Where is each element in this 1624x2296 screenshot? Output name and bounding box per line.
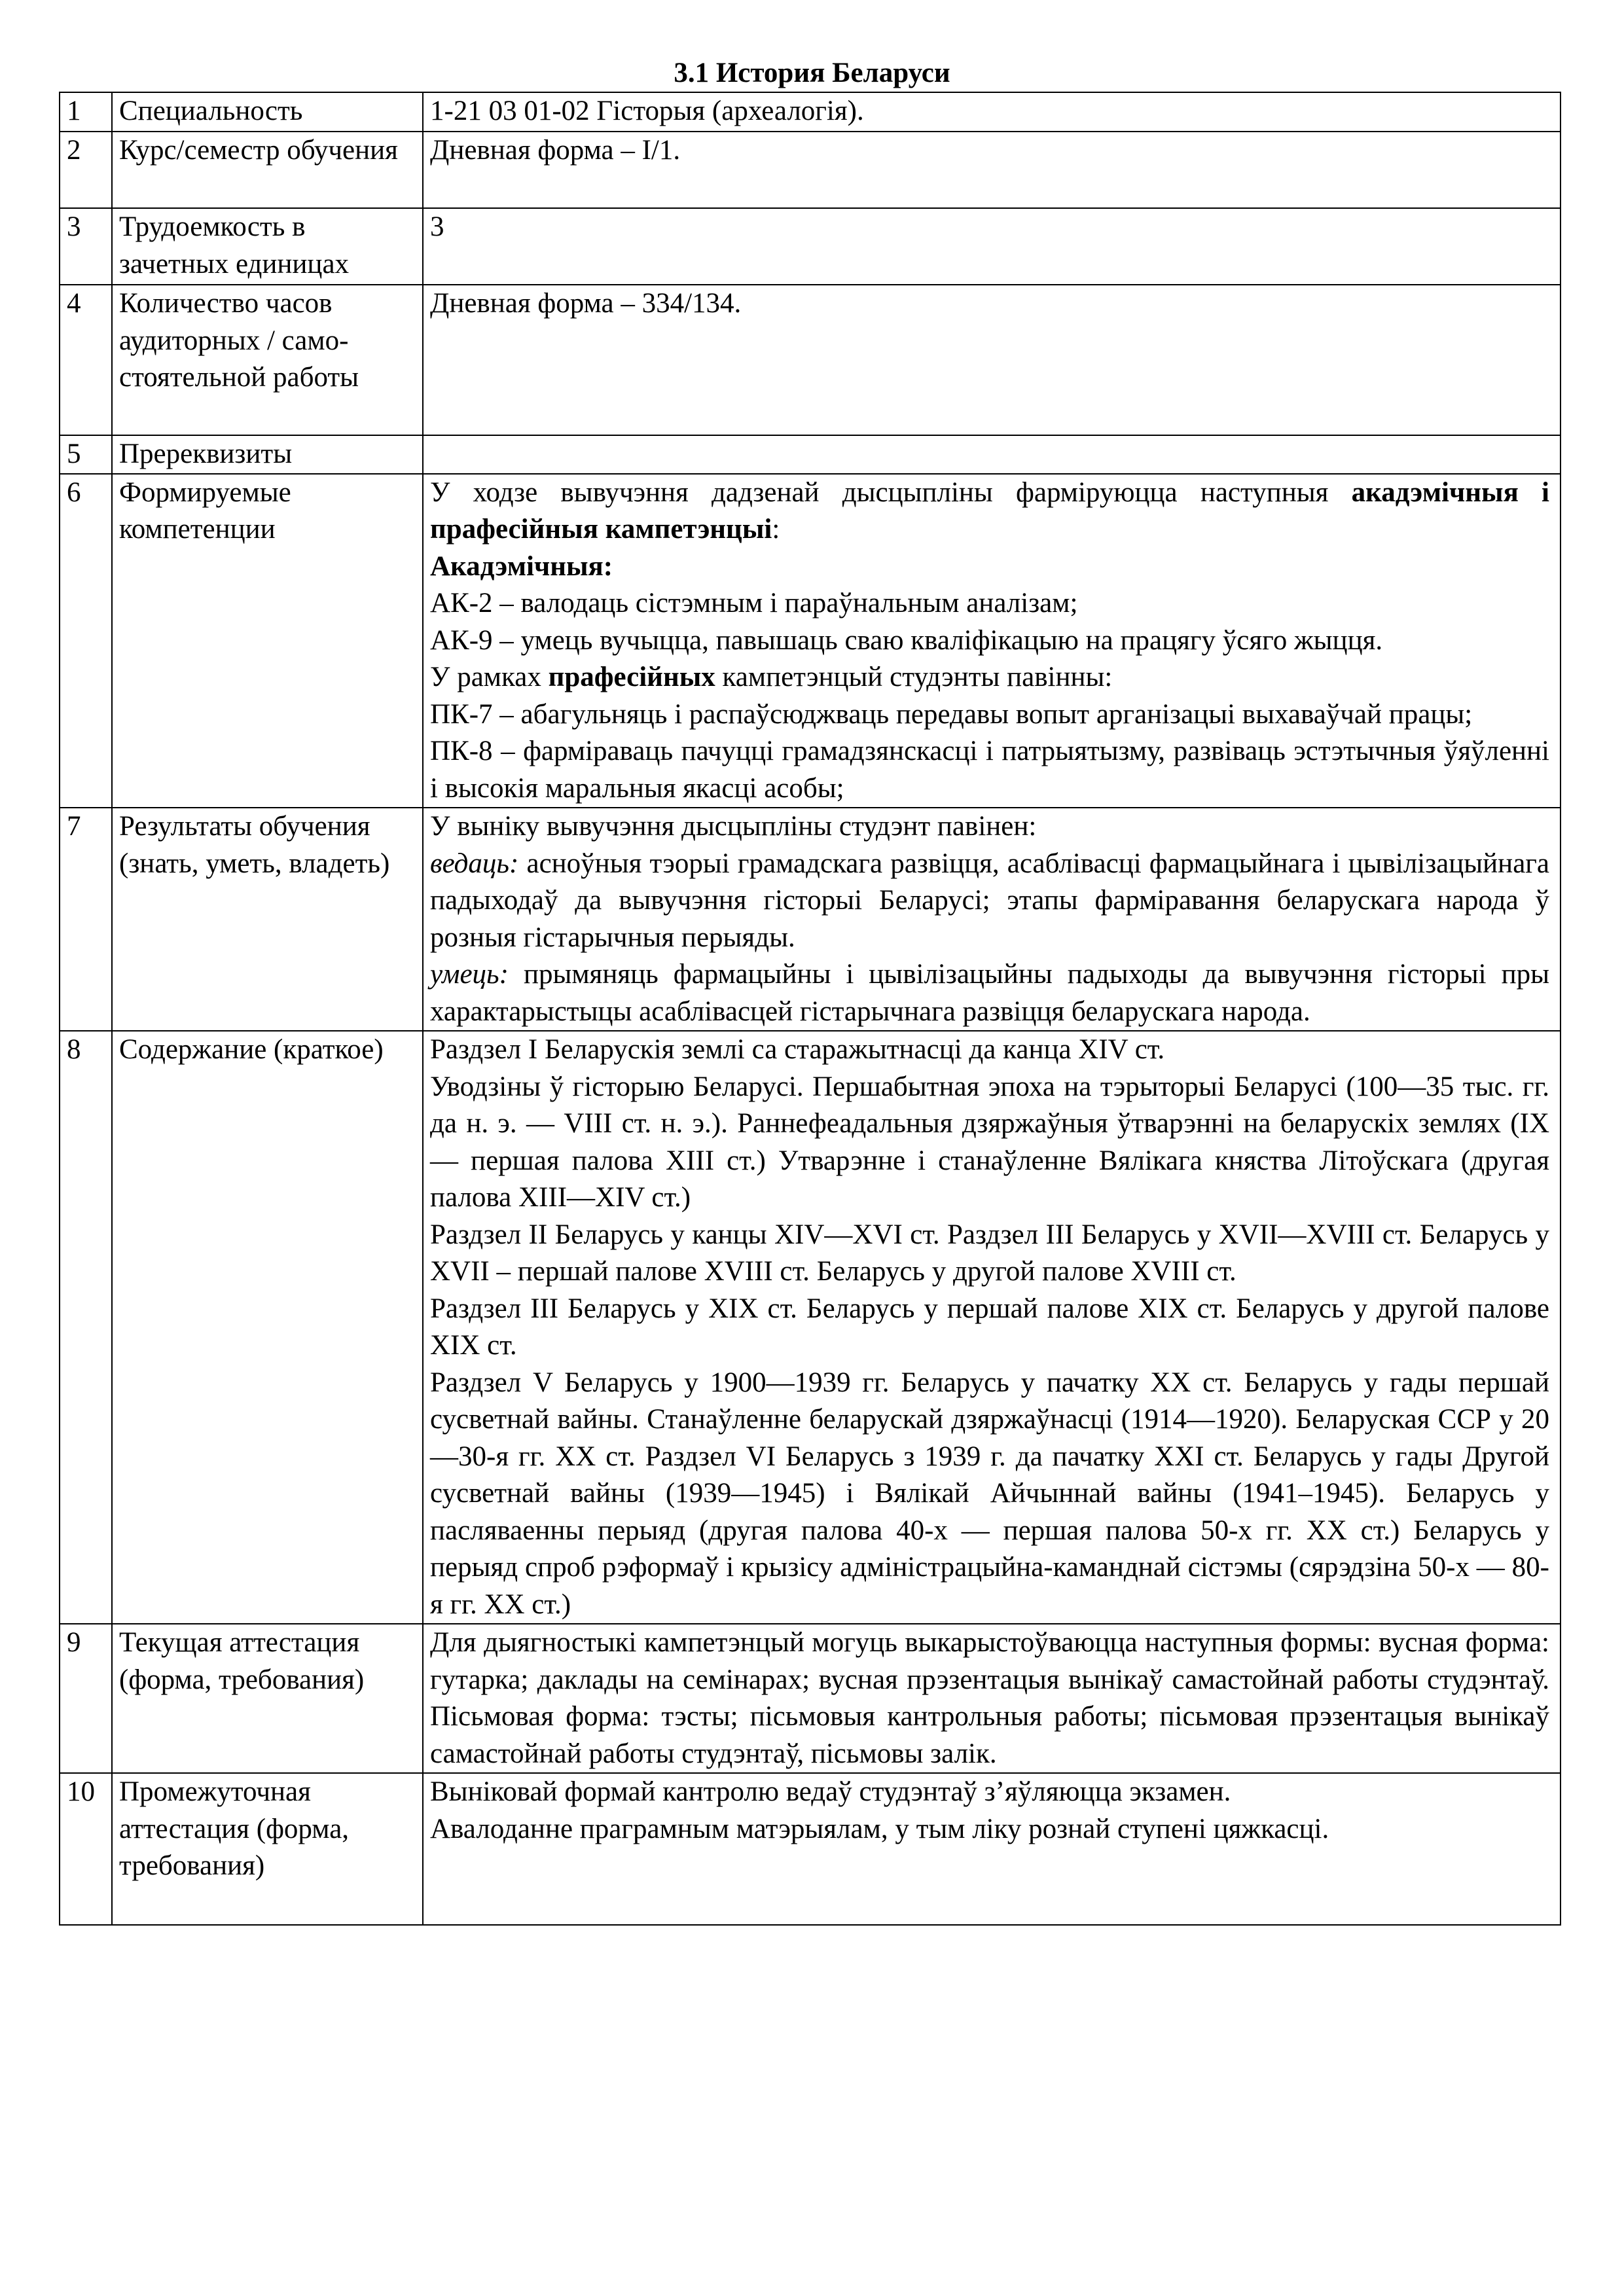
row-label: Промежуточная аттестация (форма, требования)	[112, 1773, 423, 1925]
results-cell	[423, 808, 1561, 1031]
table-row	[60, 808, 1561, 1031]
table-row	[60, 132, 1561, 208]
row-number: 2	[60, 132, 112, 208]
content-paragraph: Раздзел III Беларусь у XIX ст. Беларусь у першай палове XIX ст. Беларусь у другой палове XIX ст.	[430, 1293, 1549, 1361]
document-title: 3.1 История Беларуси	[674, 58, 950, 88]
row-number: 7	[60, 808, 112, 1031]
can-label: умець:	[430, 959, 509, 990]
results-can	[430, 956, 1549, 1030]
row-label: Формируемые компетенции	[112, 474, 423, 808]
table-row	[60, 1031, 1561, 1624]
row-label: Специальность	[112, 92, 423, 132]
row-label: Текущая аттестация (форма, требования)	[112, 1624, 423, 1773]
content-paragraph: Уводзіны ў гісторыю Беларусі. Першабытная эпоха на тэрыторыі Беларусі (100—35 тыс. гг. да н. э. — VIII ст. н. э.). Раннефеадальныя дзяржаўныя ўтварэнні на беларускіх землях (IX — першая палова XIII ст.) Утварэнне і станаўленне Вялікага княства Літоўскага (другая палова XIII—XIV ст.)	[430, 1071, 1549, 1213]
prof-pre: У рамках	[430, 662, 541, 692]
value-text: Дневная форма – 334/134.	[430, 288, 742, 319]
competency-pk7: ПК-7 – абагульняць і распаўсюджваць передавы вопыт арганізацыі выхаваўчай працы;	[430, 698, 1473, 730]
row-label: Количество часов аудиторных / само- стоятельной работы	[112, 285, 423, 435]
know-text: асноўныя тэорыі грамадскага развіцця, асаблівасці фармацыйнага і цывілізацыйнага падыходаў да вывучэння гісторыі Беларусі; этапы фарміравання беларускага народа ў розныя гістарычныя перыяды.	[430, 848, 1550, 953]
results-know	[430, 846, 1549, 957]
row-number: 6	[60, 474, 112, 808]
table-row	[60, 1624, 1561, 1773]
can-text: прымяняць фармацыйны і цывілізацыйны падыходы да вывучэння гісторыі пры характарыстыцы асаблівасцей гістарычнага развіцця беларускага народа.	[430, 959, 1549, 1027]
content-paragraph: Выніковай формай кантролю ведаў студэнтаў з’яўляюцца экзамен.	[430, 1776, 1231, 1807]
content-paragraph: Для дыягностыкі кампетэнцый могуць выкарыстоўваюцца наступныя формы: вусная форма: гутарка; даклады на семінарах; вусная прэзентацыя вынікаў самастойнай работы студэнтаў. Пісьмовая форма: тэсты; пісьмовыя кантрольныя работы; пісьмовая прэзентацыя вынікаў самастойнай работы студэнтаў, пісьмовы залік.	[430, 1627, 1549, 1769]
row-number: 3	[60, 208, 112, 285]
row-number: 9	[60, 1624, 112, 1773]
know-label: ведаць:	[430, 848, 519, 879]
table-row	[60, 285, 1561, 435]
intro-end: :	[772, 514, 780, 545]
row-label: Содержание (краткое)	[112, 1031, 423, 1624]
row-value	[423, 208, 1561, 285]
prof-bold: прафесійных	[548, 662, 715, 692]
competencies-cell	[423, 474, 1561, 808]
content-paragraph: Раздзел I Беларускія землі са старажытнасці да канца XIV ст.	[430, 1034, 1165, 1065]
row-value	[423, 92, 1561, 132]
table-row	[60, 208, 1561, 285]
row-label: Результаты обучения (знать, уметь, владеть)	[112, 808, 423, 1031]
intro-bold-text: акадэмічныя і прафесійныя кампетэнцыі	[430, 476, 1549, 545]
current-attestation-cell	[423, 1624, 1561, 1773]
academic-heading: Акадэмічныя:	[430, 550, 613, 582]
intro-text: У ходзе вывучэння дадзенай дысцыпліны фарміруюцца наступныя	[430, 476, 1329, 508]
table-row	[60, 474, 1561, 808]
content-paragraph: Авалоданне праграмным матэрыялам, у тым ліку рознай ступені цяжкасці.	[430, 1813, 1329, 1844]
competency-pk8: ПК-8 – фарміраваць пачуцці грамадзянскасці і патрыятызму, развіваць эстэтычныя ўяўленні і высокія маральныя якасці асобы;	[430, 736, 1549, 804]
row-number: 4	[60, 285, 112, 435]
content-paragraph: Раздзел II Беларусь у канцы XIV—XVI ст. Раздзел III Беларусь у XVII—XVIII ст. Беларусь у XVII – першай палове XVIII ст. Беларусь у другой палове XVIII ст.	[430, 1219, 1549, 1287]
professional-intro	[430, 659, 1549, 696]
table-row	[60, 435, 1561, 474]
value-text: Дневная форма – I/1.	[430, 135, 681, 166]
competency-ak2: АК-2 – валодаць сістэмным і параўнальным аналізам;	[430, 588, 1078, 619]
competency-ak9: АК-9 – умець вучыцца, павышаць сваю кваліфікацыю на працягу ўсяго жыцця.	[430, 624, 1383, 656]
row-label: Пререквизиты	[112, 435, 423, 474]
row-label: Курс/семестр обучения	[112, 132, 423, 208]
prof-post: кампетэнцый студэнты павінны:	[722, 662, 1113, 692]
course-info-table	[59, 92, 1561, 1926]
intermediate-attestation-cell	[423, 1773, 1561, 1925]
row-number: 1	[60, 92, 112, 132]
row-label: Трудоемкость в зачетных единицах	[112, 208, 423, 285]
value-text: 1-21 03 01-02 Гісторыя (археалогія).	[430, 96, 864, 126]
value-text: 3	[430, 211, 444, 242]
content-paragraph: Раздзел V Беларусь у 1900—1939 гг. Беларусь у пачатку XX ст. Беларусь у гады першай сусветнай вайны. Станаўленне беларускай дзяржаўнасці (1914—1920). Беларуская ССР у 20—30-я гг. XX ст. Раздзел VI Беларусь з 1939 г. да пачатку XXI ст. Беларусь у гады Другой сусветнай вайны (1939—1945) і Вялікай Айчыннай вайны (1941–1945). Беларусь у пасляваенны перыяд (другая палова 40-х — першая палова 50-х гг. XX ст.) Беларусь у перыяд спроб рэформаў і крызісу адміністрацыйна-каманднай сістэмы (сярэдзіна 50-х — 80-я гг. XX ст.)	[430, 1367, 1549, 1620]
row-number: 5	[60, 435, 112, 474]
table-row	[60, 92, 1561, 132]
row-number: 10	[60, 1773, 112, 1925]
competencies-intro	[430, 475, 1549, 548]
row-number: 8	[60, 1031, 112, 1624]
row-value	[423, 132, 1561, 208]
results-intro: У выніку вывучэння дысцыпліны студэнт павінен:	[430, 811, 1037, 842]
content-cell	[423, 1031, 1561, 1624]
row-value	[423, 285, 1561, 435]
row-value	[423, 435, 1561, 474]
table-row	[60, 1773, 1561, 1925]
